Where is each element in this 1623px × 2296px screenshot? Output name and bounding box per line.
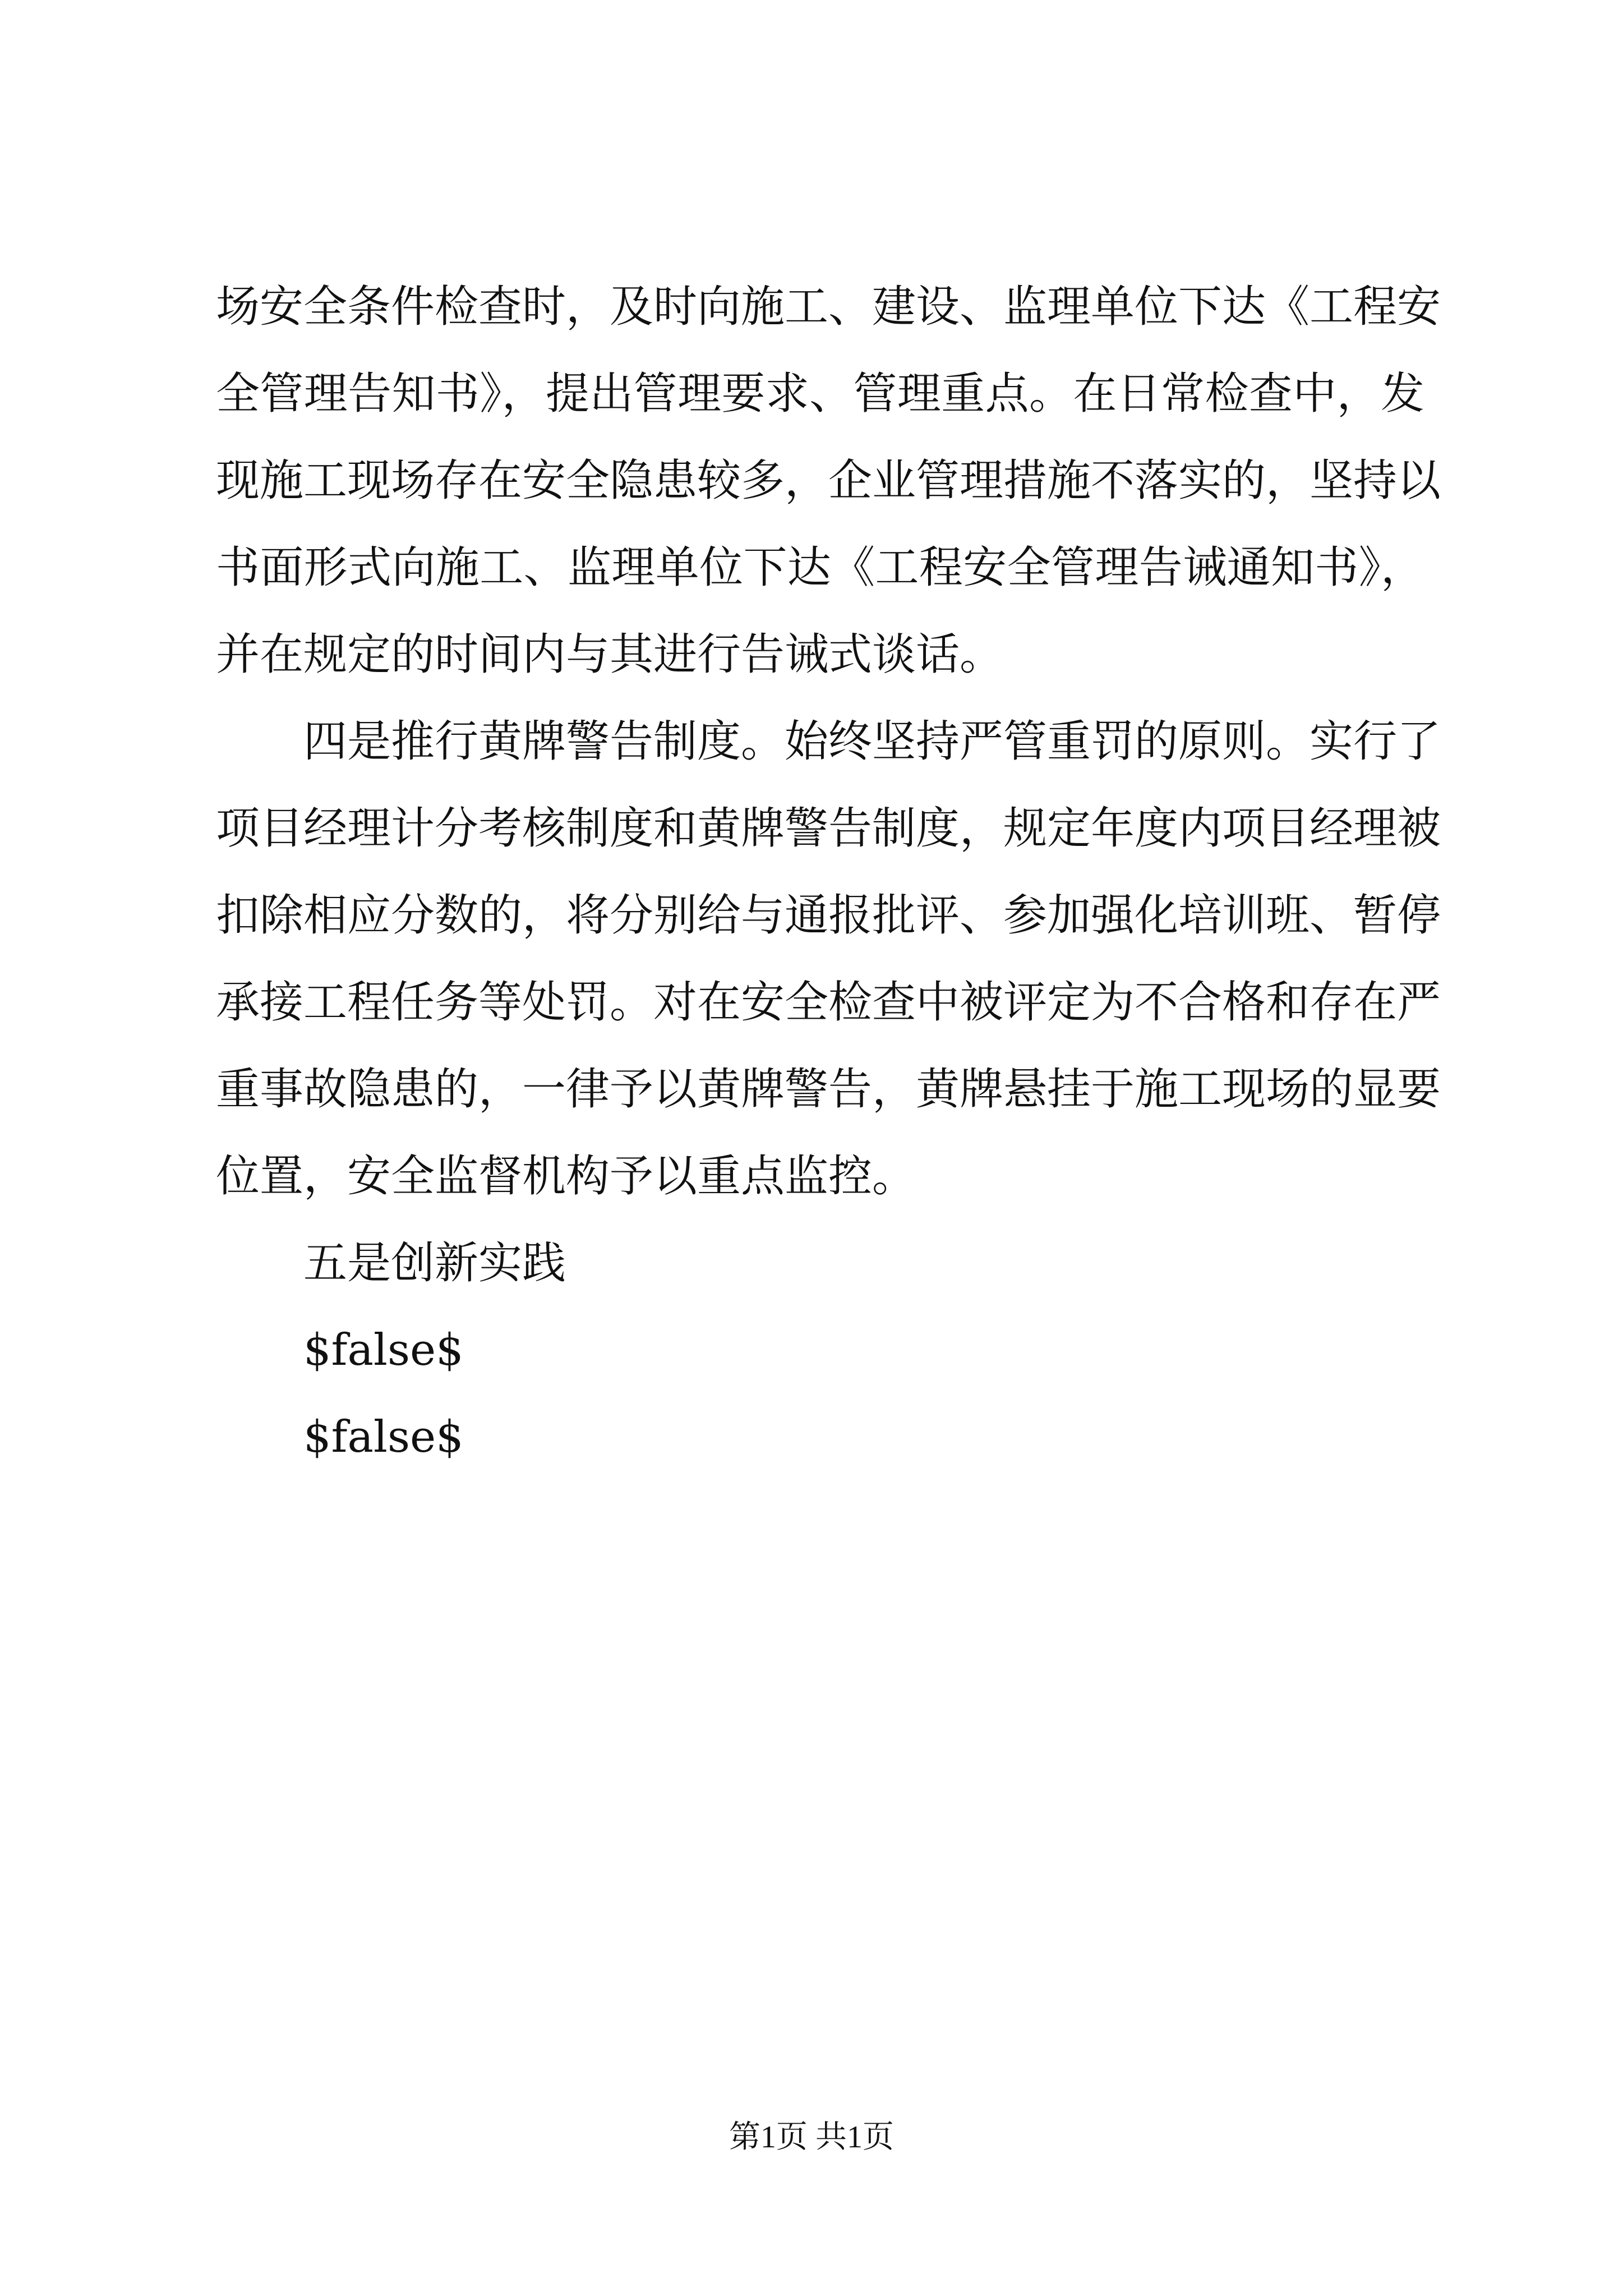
placeholder-text: $false$ xyxy=(303,1412,464,1462)
page-footer xyxy=(0,2115,1623,2160)
paragraph-line: 位置，安全监督机构予以重点监控。 xyxy=(216,1151,916,1202)
document-body xyxy=(216,264,1441,1481)
paragraph-line: 扣除相应分数的，将分别给与通报批评、参加强化培训班、暂停 xyxy=(216,890,1441,941)
paragraph-4 xyxy=(216,698,1441,1220)
paragraph-line: 书面形式向施工、监理单位下达《工程安全管理告诫通知书》， xyxy=(216,542,1424,593)
paragraph-line: 重事故隐患的，一律予以黄牌警告，黄牌悬挂于施工现场的显要 xyxy=(216,1064,1441,1115)
section-heading: 五是创新实践 xyxy=(303,1238,566,1289)
paragraph-line: 场安全条件检查时，及时向施工、建设、监理单位下达《工程安 xyxy=(216,282,1441,332)
paragraph-line: 四是推行黄牌警告制度。始终坚持严管重罚的原则。实行了 xyxy=(303,716,1441,767)
page-indicator: 第1页 共1页 xyxy=(729,2120,894,2155)
paragraph-line: 并在规定的时间内与其进行告诫式谈话。 xyxy=(216,629,1004,680)
paragraph-line: 承接工程任务等处罚。对在安全检查中被评定为不合格和存在严 xyxy=(216,977,1441,1028)
paragraph-line: 全管理告知书》，提出管理要求、管理重点。在日常检查中，发 xyxy=(216,369,1424,419)
paragraph-line: 现施工现场存在安全隐患较多，企业管理措施不落实的，坚持以 xyxy=(216,455,1441,506)
paragraph-3 xyxy=(216,264,1441,698)
paragraph-line: 项目经理计分考核制度和黄牌警告制度，规定年度内项目经理被 xyxy=(216,803,1441,854)
placeholder-text: $false$ xyxy=(303,1325,464,1375)
